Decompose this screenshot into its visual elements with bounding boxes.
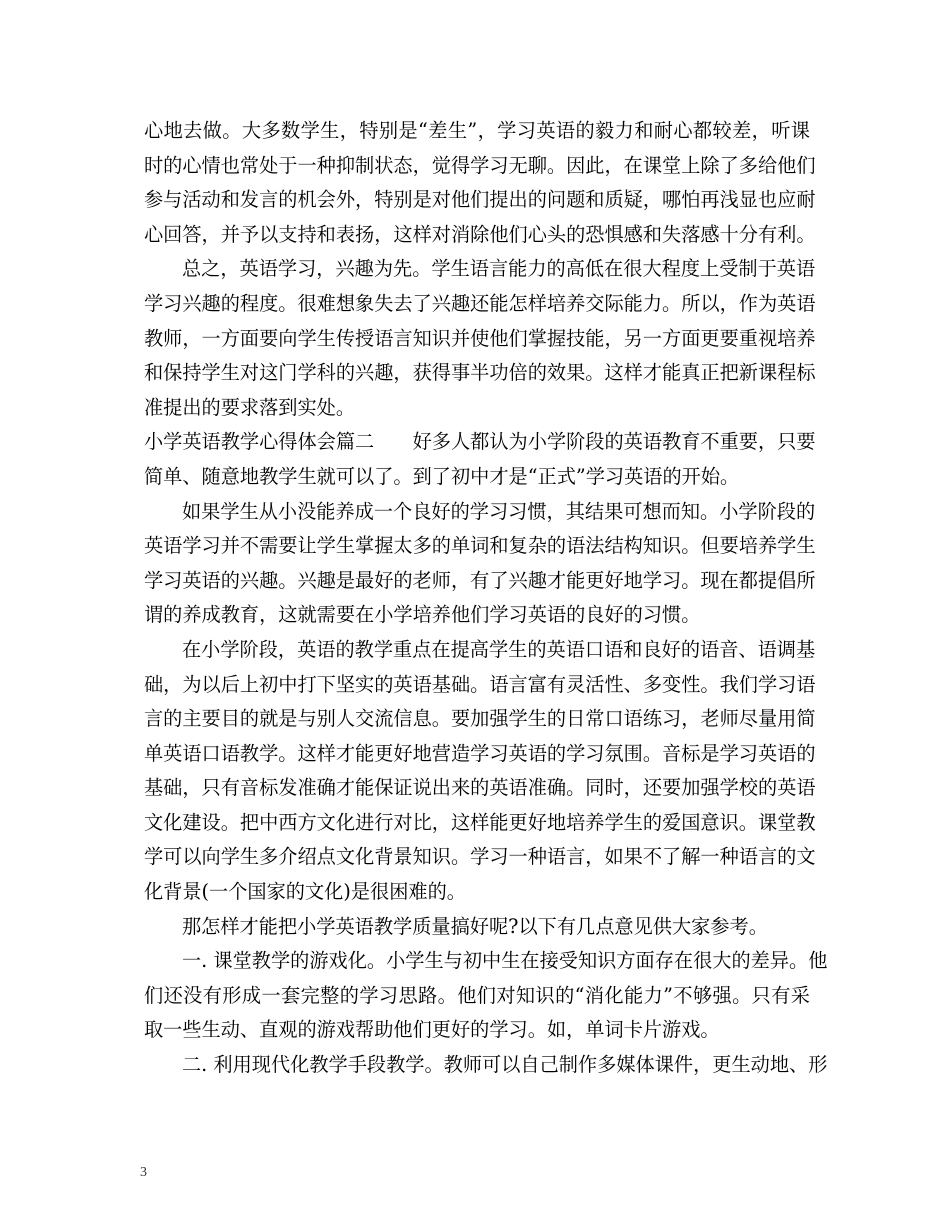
text-line: 们还没有形成一套完整的学习思路。他们对知识的“消化能力”不够强。只有采: [144, 983, 810, 1007]
text-line: 那怎样才能把小学英语教学质量搞好呢?以下有几点意见供大家参考。: [182, 914, 768, 938]
text-line: 准提出的要求落到实处。: [144, 395, 356, 419]
text-line: 心地去做。大多数学生，特别是“差生”，学习英语的毅力和耐心都较差，听课: [144, 119, 810, 142]
text-line: 参与活动和发言的机会外，特别是对他们提出的问题和质疑，哪怕再浅显也应耐: [144, 188, 816, 212]
text-line: 学习兴趣的程度。很难想象失去了兴趣还能怎样培养交际能力。所以，作为英语: [144, 291, 816, 315]
text-line: 文化建设。把中西方文化进行对比，这样能更好地培养学生的爱国意识。课堂教: [144, 810, 816, 834]
paragraph: [144, 1048, 828, 1083]
paragraph: [144, 910, 810, 945]
text-line: 和保持学生对这门学科的兴趣，获得事半功倍的效果。这样才能真正把新课程标: [144, 361, 816, 385]
paragraph: [144, 633, 816, 910]
text-line: 小学英语教学心得体会篇二 好多人都认为小学阶段的英语教育不重要，只要: [144, 430, 816, 454]
text-line: 学习英语的兴趣。兴趣是最好的老师，有了兴趣才能更好地学习。现在都提倡所: [144, 568, 816, 592]
text-line: 教师，一方面要向学生传授语言知识并使他们掌握技能，另一方面更要重视培养: [144, 326, 816, 350]
text-line: 时的心情也常处于一种抑制状态，觉得学习无聊。因此，在课堂上除了多给他们: [144, 153, 816, 177]
paragraph: [144, 495, 816, 633]
text-line: 基础，只有音标发准确才能保证说出来的英语准确。同时，还要加强学校的英语: [144, 776, 816, 800]
body-text: [144, 114, 828, 1083]
text-line: 言的主要目的就是与别人交流信息。要加强学生的日常口语练习，老师尽量用简: [144, 707, 816, 731]
text-line: 础，为以后上初中打下坚实的英语基础。语言富有灵活性、多变性。我们学习语: [144, 672, 816, 696]
paragraph: [144, 944, 828, 1048]
text-line: 在小学阶段，英语的教学重点在提高学生的英语口语和良好的语音、语调基: [182, 637, 816, 661]
text-line: 单英语口语教学。这样才能更好地营造学习英语的学习氛围。音标是学习英语的: [144, 741, 816, 765]
text-line: 如果学生从小没能养成一个良好的学习习惯，其结果可想而知。小学阶段的: [182, 499, 816, 523]
text-line: 一. 课堂教学的游戏化。小学生与初中生在接受知识方面存在很大的差异。他: [182, 949, 828, 973]
paragraph: [144, 252, 816, 425]
text-line: 简单、随意地教学生就可以了。到了初中才是“正式”学习英语的开始。: [144, 464, 740, 488]
text-line: 二. 利用现代化教学手段教学。教师可以自己制作多媒体课件，更生动地、形: [182, 1053, 828, 1077]
text-line: 心回答，并予以支持和表扬，这样对消除他们心头的恐惧感和失落感十分有利。: [144, 222, 816, 246]
text-line: 取一些生动、直观的游戏帮助他们更好的学习。如，单词卡片游戏。: [144, 1018, 720, 1042]
text-line: 学可以向学生多介绍点文化背景知识。学习一种语言，如果不了解一种语言的文: [144, 845, 816, 869]
text-line: 谓的养成教育，这就需要在小学培养他们学习英语的良好的习惯。: [144, 603, 701, 627]
paragraph: [144, 114, 816, 252]
page-number: 3: [140, 1165, 147, 1180]
text-line: 总之，英语学习，兴趣为先。学生语言能力的高低在很大程度上受制于英语: [182, 257, 816, 281]
text-line: 英语学习并不需要让学生掌握太多的单词和复杂的语法结构知识。但要培养学生: [144, 534, 816, 558]
text-line: 化背景(一个国家的文化)是很困难的。: [144, 880, 466, 904]
paragraph: [144, 425, 816, 494]
